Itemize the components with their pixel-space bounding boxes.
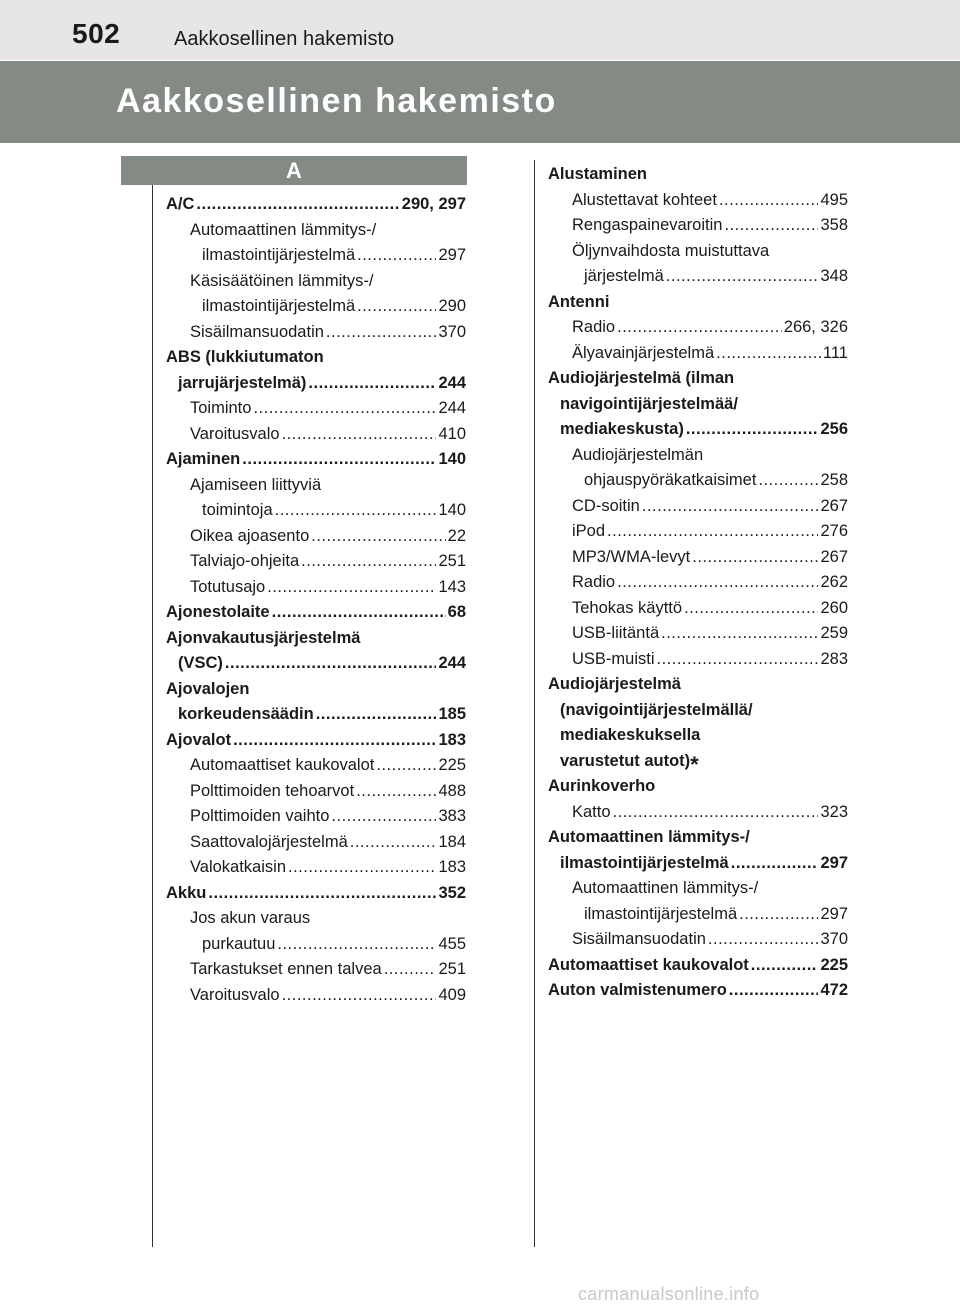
- leader-dots: [356, 779, 436, 805]
- leader-dots: [288, 855, 436, 881]
- index-sub-entry: [548, 927, 848, 953]
- leader-dots: [331, 804, 436, 830]
- leader-dots: [716, 341, 821, 367]
- index-column-left: [166, 192, 466, 1008]
- entry-label: ilmastointijärjestelmä: [202, 297, 356, 315]
- entry-label: Audiojärjestelmä: [548, 675, 681, 693]
- entry-label: Alustaminen: [548, 165, 648, 183]
- index-sub-entry: [548, 545, 848, 571]
- leader-dots: [617, 315, 782, 341]
- index-sub-entry: [548, 443, 848, 469]
- index-sub-entry: [166, 932, 466, 958]
- page-reference[interactable]: 323: [820, 802, 848, 821]
- entry-label: CD-soitin: [572, 496, 640, 515]
- index-main-entry: [548, 723, 848, 749]
- footnote-mark: *: [690, 751, 699, 777]
- index-main-entry: [548, 825, 848, 851]
- index-sub-entry: [166, 498, 466, 524]
- entry-label: Talviajo-ohjeita: [190, 552, 300, 570]
- page-reference[interactable]: 143: [438, 577, 466, 596]
- leader-dots: [225, 651, 437, 677]
- leader-dots: [686, 417, 819, 443]
- entry-label: Sisäilmansuodatin: [572, 930, 706, 948]
- index-sub-entry: [166, 957, 466, 983]
- index-sub-entry: [548, 519, 848, 545]
- index-main-entry: [166, 447, 466, 473]
- entry-label: Antenni: [548, 292, 610, 311]
- leader-dots: [282, 983, 437, 1009]
- section-letter-heading: A: [121, 156, 467, 185]
- index-sub-entry: [548, 902, 848, 928]
- page-reference[interactable]: 266, 326: [783, 318, 848, 336]
- entry-label: Tehokas käyttö: [572, 598, 683, 617]
- entry-label: Rengaspainevaroitin: [572, 216, 723, 234]
- entry-label: Ajamiseen liittyviä: [190, 475, 322, 494]
- entry-label: Valokatkaisin: [190, 858, 286, 876]
- page-reference[interactable]: 184: [438, 832, 466, 851]
- entry-label: navigointijärjestelmää/: [560, 394, 738, 413]
- index-sub-entry: [548, 468, 848, 494]
- index-main-entry: [166, 728, 466, 754]
- leader-dots: [607, 519, 818, 545]
- entry-label: ohjauspyöräkatkaisimet: [584, 471, 757, 489]
- page-reference[interactable]: 183: [438, 858, 466, 876]
- leader-dots: [384, 957, 437, 983]
- leader-dots: [277, 932, 436, 958]
- index-sub-entry: [548, 341, 848, 367]
- page-reference[interactable]: 472: [820, 981, 848, 999]
- index-sub-entry: [548, 621, 848, 647]
- entry-label: ilmastointijärjestelmä: [584, 904, 738, 923]
- page-reference[interactable]: 244: [438, 399, 466, 417]
- page-header-bar: [0, 0, 960, 60]
- page-reference[interactable]: 352: [438, 883, 466, 902]
- leader-dots: [311, 524, 445, 550]
- leader-dots: [731, 851, 819, 877]
- entry-label: Polttimoiden tehoarvot: [190, 781, 355, 800]
- entry-label: Toiminto: [190, 399, 252, 417]
- leader-dots: [253, 396, 436, 422]
- entry-label: varustetut autot): [560, 751, 691, 770]
- entry-label: ilmastointijärjestelmä: [202, 246, 356, 264]
- page-reference[interactable]: 409: [438, 985, 466, 1004]
- index-main-entry: [548, 953, 848, 979]
- index-sub-entry: [548, 315, 848, 341]
- page-reference[interactable]: 244: [438, 654, 466, 672]
- leader-dots: [233, 728, 436, 754]
- index-main-entry: [548, 162, 848, 188]
- index-sub-entry: [166, 243, 466, 269]
- page-reference[interactable]: 348: [820, 267, 848, 285]
- page-reference[interactable]: 140: [438, 501, 466, 519]
- entry-label: Öljynvaihdosta muistuttava: [572, 241, 770, 260]
- index-sub-entry: [166, 983, 466, 1009]
- page-reference[interactable]: 22: [447, 526, 466, 545]
- leader-dots: [242, 447, 436, 473]
- page-reference[interactable]: 276: [820, 522, 848, 540]
- entry-label: Radio: [572, 318, 616, 336]
- index-main-entry: [548, 366, 848, 392]
- page-title: Aakkosellinen hakemisto: [116, 82, 557, 120]
- page-reference[interactable]: 251: [438, 552, 466, 570]
- watermark-text: carmanualsonline.info: [578, 1284, 760, 1304]
- column-rule-left: [152, 185, 153, 1247]
- entry-label: jarrujärjestelmä): [178, 373, 307, 392]
- index-main-entry: [548, 417, 848, 443]
- leader-dots: [642, 494, 819, 520]
- page-reference[interactable]: 251: [438, 960, 466, 978]
- leader-dots: [657, 647, 819, 673]
- page-reference[interactable]: 259: [820, 624, 848, 642]
- page-reference[interactable]: 297: [438, 246, 466, 264]
- index-main-entry: [166, 702, 466, 728]
- index-sub-entry: [166, 396, 466, 422]
- page-reference[interactable]: 111: [822, 343, 848, 362]
- leader-dots: [729, 978, 819, 1004]
- entry-label: Totutusajo: [190, 577, 266, 596]
- entry-label: Käsisäätöinen lämmitys-/: [190, 271, 374, 290]
- entry-label: Varoitusvalo: [190, 424, 280, 443]
- page-reference[interactable]: 260: [820, 598, 848, 617]
- entry-label: mediakeskusta): [560, 420, 684, 438]
- entry-label: Saattovalojärjestelmä: [190, 832, 348, 851]
- leader-dots: [282, 422, 437, 448]
- page-reference[interactable]: 267: [820, 496, 848, 515]
- entry-label: Älyavainjärjestelmä: [572, 343, 715, 362]
- index-sub-entry: [166, 269, 466, 295]
- page-reference[interactable]: 267: [820, 547, 848, 566]
- entry-label: Akku: [166, 883, 207, 902]
- entry-label: Automaattinen lämmitys-/: [548, 828, 750, 846]
- index-sub-entry: [548, 213, 848, 239]
- index-main-entry: [548, 392, 848, 418]
- page-reference[interactable]: 370: [820, 930, 848, 948]
- leader-dots: [316, 702, 437, 728]
- entry-label: purkautuu: [202, 934, 276, 953]
- leader-dots: [724, 213, 818, 239]
- page-reference[interactable]: 370: [438, 322, 466, 341]
- index-sub-entry: [166, 779, 466, 805]
- leader-dots: [357, 243, 436, 269]
- leader-dots: [326, 320, 437, 346]
- page-reference[interactable]: 290, 297: [401, 195, 466, 213]
- index-sub-entry: [166, 473, 466, 499]
- entry-label: Automaattiset kaukovalot: [190, 756, 375, 774]
- entry-label: Ajovalot: [166, 730, 232, 749]
- index-main-entry: [548, 749, 848, 775]
- entry-label: Ajonvakautusjärjestelmä: [166, 628, 361, 647]
- index-main-entry: [548, 698, 848, 724]
- index-main-entry: [548, 774, 848, 800]
- entry-label: ABS (lukkiutumaton: [166, 348, 324, 366]
- entry-label: järjestelmä: [584, 267, 664, 285]
- index-sub-entry: [166, 320, 466, 346]
- entry-label: (VSC): [178, 654, 223, 672]
- entry-label: USB-muisti: [572, 649, 655, 668]
- entry-label: Alustettavat kohteet: [572, 190, 717, 209]
- leader-dots: [275, 498, 437, 524]
- page-reference[interactable]: 297: [820, 904, 848, 923]
- entry-label: Oikea ajoasento: [190, 526, 310, 545]
- index-main-entry: [166, 626, 466, 652]
- index-main-entry: [166, 881, 466, 907]
- entry-label: Aurinkoverho: [548, 777, 656, 795]
- entry-label: Sisäilmansuodatin: [190, 322, 324, 341]
- index-sub-entry: [166, 906, 466, 932]
- index-sub-entry: [166, 218, 466, 244]
- entry-label: Audiojärjestelmän: [572, 445, 704, 464]
- entry-label: Auton valmistenumero: [548, 981, 727, 999]
- leader-dots: [350, 830, 437, 856]
- leader-dots: [758, 468, 818, 494]
- leader-dots: [272, 600, 446, 626]
- index-main-entry: [548, 672, 848, 698]
- page-reference[interactable]: 68: [447, 603, 466, 621]
- page-reference[interactable]: 455: [438, 934, 466, 953]
- index-main-entry: [166, 192, 466, 218]
- leader-dots: [357, 294, 436, 320]
- entry-label: Automaattinen lämmitys-/: [572, 879, 759, 897]
- page-reference[interactable]: 488: [438, 781, 466, 800]
- column-rule-middle: [534, 160, 535, 1247]
- entry-label: USB-liitäntä: [572, 624, 660, 642]
- index-sub-entry: [166, 830, 466, 856]
- leader-dots: [666, 264, 819, 290]
- page-reference[interactable]: 262: [820, 573, 848, 591]
- entry-label: toimintoja: [202, 501, 273, 519]
- entry-label: Polttimoiden vaihto: [190, 807, 330, 825]
- index-sub-entry: [166, 804, 466, 830]
- index-sub-entry: [166, 524, 466, 550]
- index-main-entry: [548, 290, 848, 316]
- entry-label: Tarkastukset ennen talvea: [190, 960, 382, 978]
- leader-dots: [692, 545, 818, 571]
- page-reference[interactable]: 290: [438, 297, 466, 315]
- entry-label: Varoitusvalo: [190, 985, 280, 1004]
- entry-label: Katto: [572, 802, 611, 821]
- page-number: 502: [72, 18, 121, 49]
- index-sub-entry: [548, 264, 848, 290]
- index-sub-entry: [166, 855, 466, 881]
- page-reference[interactable]: 495: [820, 190, 848, 209]
- leader-dots: [376, 753, 436, 779]
- page-reference[interactable]: 283: [820, 649, 848, 668]
- index-sub-entry: [166, 575, 466, 601]
- entry-label: Automaattiset kaukovalot: [548, 955, 749, 974]
- leader-dots: [267, 575, 436, 601]
- page-reference[interactable]: 244: [438, 373, 466, 392]
- index-sub-entry: [166, 294, 466, 320]
- index-main-entry: [166, 677, 466, 703]
- page-reference[interactable]: 297: [820, 853, 848, 872]
- leader-dots: [613, 800, 819, 826]
- page-reference[interactable]: 258: [820, 471, 848, 489]
- entry-label: A/C: [166, 195, 195, 213]
- leader-dots: [208, 881, 436, 907]
- page-reference[interactable]: 185: [438, 705, 466, 723]
- entry-label: Radio: [572, 573, 616, 591]
- page-reference[interactable]: 225: [438, 756, 466, 774]
- entry-label: Ajonestolaite: [166, 603, 270, 621]
- leader-dots: [196, 192, 399, 218]
- entry-label: Automaattinen lämmitys-/: [190, 220, 377, 239]
- index-sub-entry: [166, 753, 466, 779]
- entry-label: ilmastointijärjestelmä: [560, 853, 729, 872]
- page-reference[interactable]: 140: [438, 450, 466, 468]
- entry-label: (navigointijärjestelmällä/: [560, 700, 753, 719]
- leader-dots: [684, 596, 818, 622]
- index-main-entry: [548, 978, 848, 1004]
- entry-label: Audiojärjestelmä (ilman: [548, 369, 735, 387]
- leader-dots: [708, 927, 819, 953]
- index-main-entry: [166, 600, 466, 626]
- index-sub-entry: [548, 570, 848, 596]
- page-reference[interactable]: 410: [438, 424, 466, 443]
- entry-label: mediakeskuksella: [560, 726, 701, 744]
- index-main-entry: [166, 651, 466, 677]
- leader-dots: [661, 621, 818, 647]
- leader-dots: [739, 902, 818, 928]
- page-reference[interactable]: 183: [438, 730, 466, 749]
- index-sub-entry: [548, 239, 848, 265]
- entry-label: Ajaminen: [166, 450, 241, 468]
- index-column-right: [548, 162, 848, 1004]
- entry-label: Ajovalojen: [166, 679, 250, 698]
- leader-dots: [308, 371, 436, 397]
- index-sub-entry: [548, 647, 848, 673]
- index-sub-entry: [166, 422, 466, 448]
- index-sub-entry: [548, 596, 848, 622]
- index-sub-entry: [548, 876, 848, 902]
- entry-label: korkeudensäädin: [178, 705, 314, 723]
- entry-label: iPod: [572, 522, 606, 540]
- entry-label: Jos akun varaus: [190, 909, 311, 927]
- index-main-entry: [166, 345, 466, 371]
- page-reference[interactable]: 358: [820, 216, 848, 234]
- page-reference[interactable]: 225: [820, 955, 848, 974]
- leader-dots: [617, 570, 818, 596]
- leader-dots: [719, 188, 819, 214]
- index-sub-entry: [548, 188, 848, 214]
- page-reference[interactable]: 383: [438, 807, 466, 825]
- index-sub-entry: [166, 549, 466, 575]
- leader-dots: [751, 953, 819, 979]
- index-main-entry: [548, 851, 848, 877]
- index-sub-entry: [548, 800, 848, 826]
- index-sub-entry: [548, 494, 848, 520]
- index-main-entry: [166, 371, 466, 397]
- page-reference[interactable]: 256: [820, 420, 848, 438]
- leader-dots: [301, 549, 436, 575]
- entry-label: MP3/WMA-levyt: [572, 547, 691, 566]
- running-title: Aakkosellinen hakemisto: [174, 28, 395, 50]
